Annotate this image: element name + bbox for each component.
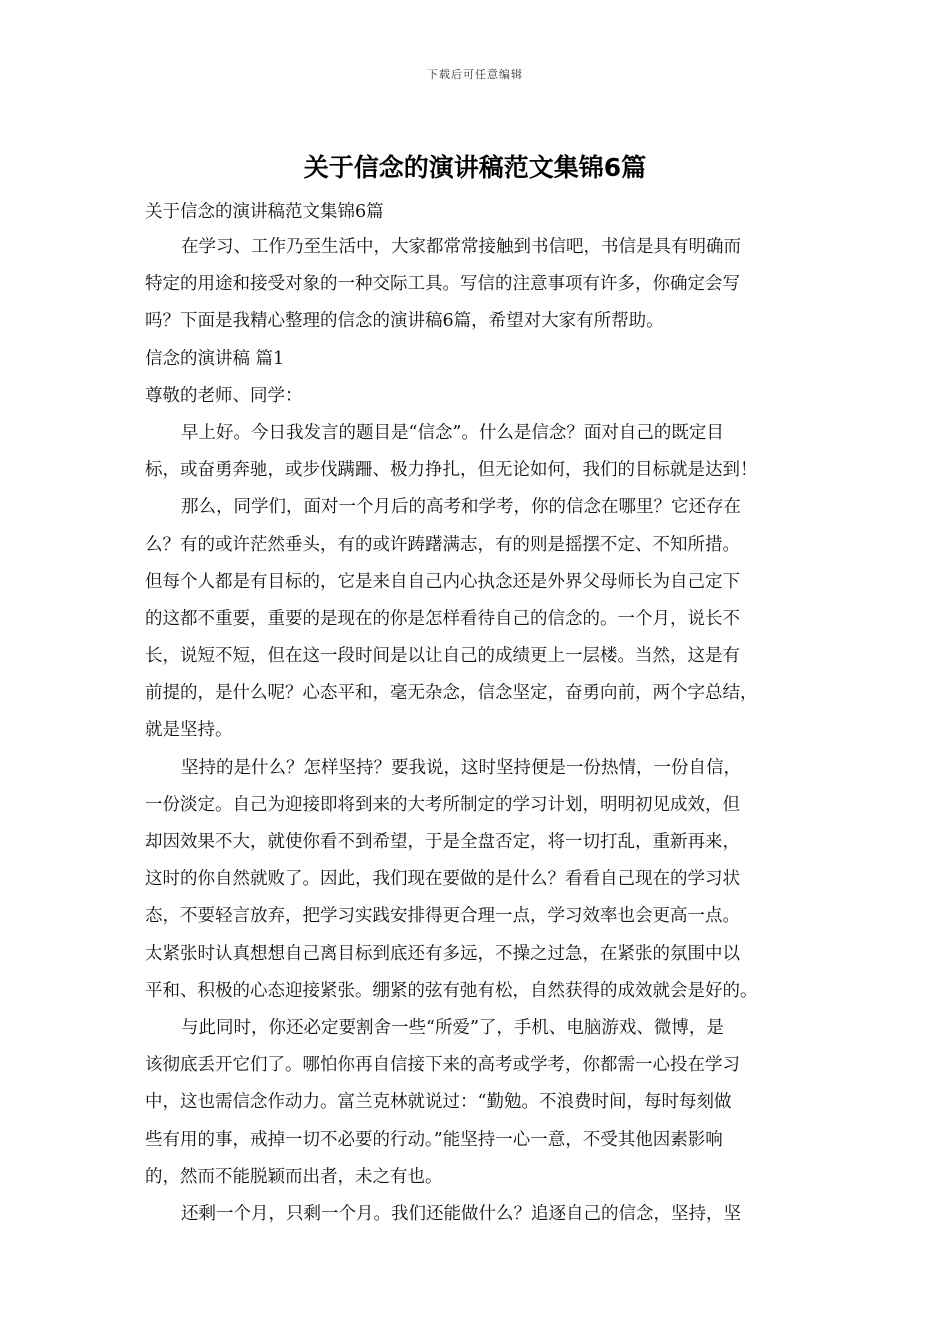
body-line: 前提的，是什么呢？心态平和，毫无杂念，信念坚定，奋勇向前，两个字总结，	[145, 683, 758, 704]
body-line: 长，说短不短，但在这一段时间是以让自己的成绩更上一层楼。当然，这是有	[145, 646, 740, 667]
body-line: 该彻底丢开它们了。哪怕你再自信接下来的高考或学考，你都需一心投在学习	[145, 1055, 740, 1076]
document-title: 关于信念的演讲稿范文集锦6篇	[303, 153, 647, 182]
body-line: 那么，同学们，面对一个月后的高考和学考，你的信念在哪里？它还存在	[181, 497, 741, 518]
body-line: 的这都不重要，重要的是现在的你是怎样看待自己的信念的。一个月，说长不	[145, 608, 740, 629]
body-line: 平和、积极的心态迎接紧张。绷紧的弦有弛有松，自然获得的成效就会是好的。	[145, 980, 758, 1001]
body-line: 这时的你自然就败了。因此，我们现在要做的是什么？看看自己现在的学习状	[145, 869, 740, 890]
body-line: 信念的演讲稿 篇1	[145, 348, 285, 369]
body-line: 还剩一个月，只剩一个月。我们还能做什么？追逐自己的信念，坚持，坚	[181, 1203, 741, 1224]
body-line: 就是坚持。	[145, 720, 233, 741]
body-line: 在学习、工作乃至生活中，大家都常常接触到书信吧，书信是具有明确而	[181, 237, 741, 257]
body-line: 坚持的是什么？怎样坚持？要我说，这时坚持便是一份热情，一份自信，	[181, 757, 741, 778]
body-line: 一份淡定。自己为迎接即将到来的大考所制定的学习计划，明明初见成效，但	[145, 794, 740, 815]
body-line: 关于信念的演讲稿范文集锦6篇	[145, 202, 384, 222]
body-line: 早上好。今日我发言的题目是“信念”。什么是信念？面对自己的既定目	[181, 422, 724, 443]
body-line: 尊敬的老师、同学：	[145, 385, 303, 406]
body-line: 些有用的事，戒掉一切不必要的行动。”能坚持一心一意，不受其他因素影响	[145, 1129, 723, 1150]
body-line: 特定的用途和接受对象的一种交际工具。写信的注意事项有许多，你确定会写	[145, 274, 740, 295]
body-line: 但每个人都是有目标的，它是来自自己内心执念还是外界父母师长为自己定下	[145, 571, 740, 592]
body-line: 么？有的或许茫然垂头，有的或许踌躇满志，有的则是摇摆不定、不知所措。	[145, 534, 740, 555]
page-header-note: 下载后可任意编辑	[427, 68, 523, 81]
body-line: 的，然而不能脱颖而出者，未之有也。	[145, 1166, 443, 1187]
body-line: 标，或奋勇奔驰，或步伐蹒跚、极力挣扎，但无论如何，我们的目标就是达到！	[145, 460, 758, 481]
body-line: 却因效果不大，就使你看不到希望，于是全盘否定，将一切打乱，重新再来，	[145, 832, 740, 852]
body-line: 中，这也需信念作动力。富兰克林就说过：“勤勉。不浪费时间，每时每刻做	[145, 1092, 732, 1113]
body-line: 吗？下面是我精心整理的信念的演讲稿6篇，希望对大家有所帮助。	[145, 311, 664, 332]
body-line: 态，不要轻言放弃，把学习实践安排得更合理一点，学习效率也会更高一点。	[145, 906, 740, 927]
body-line: 太紧张时认真想想自己离目标到底还有多远，不操之过急，在紧张的氛围中以	[145, 943, 740, 964]
document-body	[145, 196, 807, 1233]
body-line: 与此同时，你还必定要割舍一些“所爱”了，手机、电脑游戏、微博，是	[181, 1017, 724, 1038]
